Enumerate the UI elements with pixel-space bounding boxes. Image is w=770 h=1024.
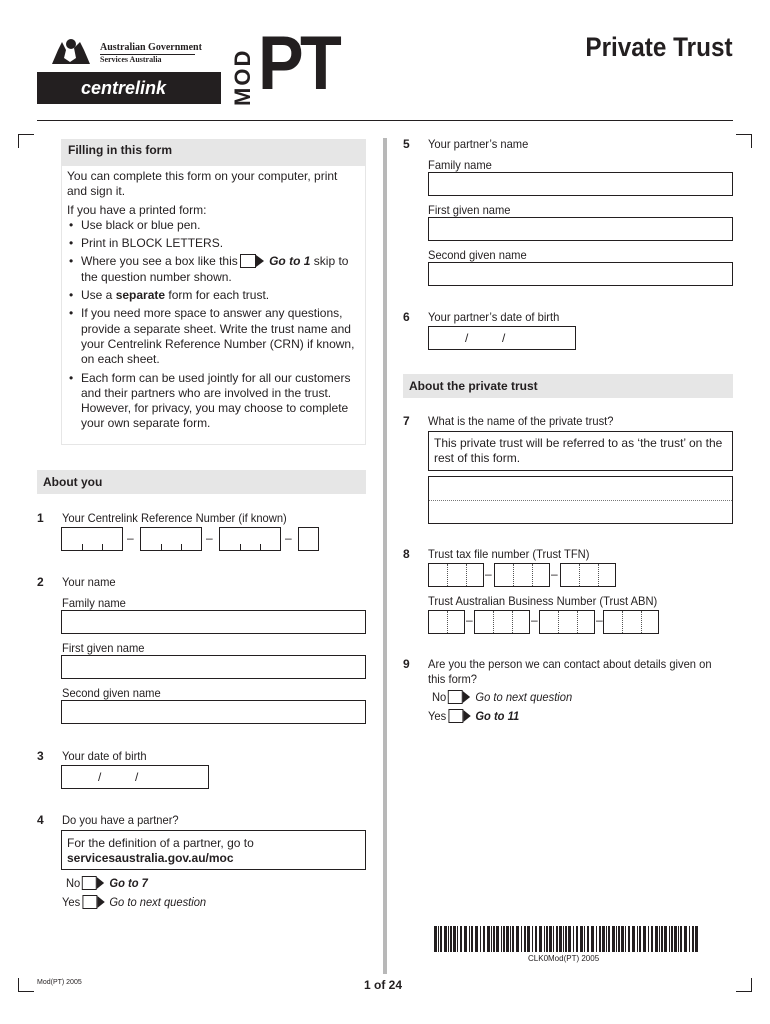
barcode-bar — [565, 926, 567, 952]
question-number: 7 — [403, 414, 410, 428]
crop-mark-tr — [736, 134, 752, 148]
tfn-dash: – — [551, 567, 558, 581]
barcode-bar — [599, 926, 601, 952]
q4-yes-option[interactable] — [62, 895, 206, 909]
filling-body — [61, 165, 366, 445]
date-separator: / — [465, 331, 469, 345]
abn-dash: – — [531, 613, 538, 627]
abn-dash: – — [466, 613, 473, 627]
crop-mark-br — [736, 978, 752, 992]
filling-p1: You can complete this form on your computer, print and sign it. — [67, 169, 338, 199]
filling-list — [67, 218, 360, 432]
barcode-bar — [563, 926, 564, 952]
barcode-bar — [453, 926, 456, 952]
goto-text: Go to 1 — [269, 254, 311, 269]
barcode-bar — [596, 926, 597, 952]
partner-info-link[interactable]: servicesaustralia.gov.au/moc — [67, 851, 234, 865]
first-name-label: First given name — [62, 641, 145, 655]
q4-no-option[interactable] — [66, 876, 148, 890]
mod-label — [228, 32, 256, 108]
barcode-bar — [637, 926, 638, 952]
barcode-bar — [496, 926, 499, 952]
barcode-bar — [576, 926, 578, 952]
page-number: 1 of 24 — [364, 978, 403, 992]
barcode-bar — [532, 926, 533, 952]
crn-field-3[interactable] — [219, 527, 281, 551]
partner-info-text: For the definition of a partner, go to — [67, 836, 254, 850]
partner-family-input[interactable] — [428, 172, 733, 196]
abn-field-3[interactable] — [539, 610, 595, 634]
barcode-bar — [440, 926, 442, 952]
trust-info-box: This private trust will be referred to as ‘the trust’ on the rest of this form. — [428, 431, 733, 471]
agency-name: Services Australia — [100, 55, 162, 64]
abn-dash: – — [596, 613, 603, 627]
partner-second-input[interactable] — [428, 262, 733, 286]
barcode-bar — [434, 926, 437, 952]
filling-instructions — [61, 139, 366, 445]
list-item: • If you need more space to answer any questions, provide a separate sheet. Write the trust name and your Centrelink Reference Number (CRN) if known, on each sheet. — [67, 306, 360, 367]
barcode-bar — [684, 926, 687, 952]
q6-label: Your partner’s date of birth — [428, 310, 560, 324]
first-name-input[interactable] — [61, 655, 366, 679]
barcode-bar — [584, 926, 585, 952]
date-separator: / — [502, 331, 506, 345]
barcode-bar — [612, 926, 615, 952]
no-label: No — [66, 876, 81, 890]
question-number: 8 — [403, 547, 410, 561]
barcode-bar — [674, 926, 677, 952]
goto-text: Go to 7 — [109, 876, 148, 890]
list-item-text: Use a — [81, 288, 113, 303]
section-about-trust: About the private trust — [403, 374, 733, 398]
checkbox-arrow-icon[interactable] — [448, 690, 470, 704]
question-number: 2 — [37, 575, 44, 589]
q5-label: Your partner’s name — [428, 137, 529, 151]
barcode-bar — [556, 926, 558, 952]
crn-field-1[interactable] — [61, 527, 123, 551]
checkbox-arrow-icon[interactable] — [448, 709, 470, 723]
abn-field-1[interactable] — [428, 610, 465, 634]
question-number: 5 — [403, 137, 410, 151]
abn-field-2[interactable] — [474, 610, 530, 634]
no-label: No — [432, 690, 447, 704]
partner-first-label: First given name — [428, 203, 511, 217]
family-name-label: Family name — [62, 596, 126, 610]
question-number: 6 — [403, 310, 410, 324]
barcode-bar — [573, 926, 574, 952]
tfn-field-2[interactable] — [494, 563, 550, 587]
partner-family-label: Family name — [428, 158, 492, 172]
barcode-bar — [568, 926, 571, 952]
barcode-bar — [678, 926, 679, 952]
barcode-bar — [655, 926, 658, 952]
barcode-bar — [487, 926, 490, 952]
q1-label: Your Centrelink Reference Number (if known) — [62, 511, 287, 525]
svg-text:MOD: MOD — [230, 48, 255, 106]
trust-name-input[interactable] — [428, 476, 733, 524]
barcode-bar — [664, 926, 667, 952]
list-item: • Use black or blue pen. — [67, 218, 360, 233]
crn-dash: – — [206, 531, 213, 545]
form-code: PT — [258, 21, 339, 106]
abn-field-4[interactable] — [603, 610, 659, 634]
barcode-bar — [591, 926, 594, 952]
barcode-bar — [549, 926, 552, 952]
barcode-bar — [553, 926, 554, 952]
coat-of-arms-icon — [48, 36, 94, 68]
barcode-bar — [608, 926, 610, 952]
family-name-input[interactable] — [61, 610, 366, 634]
crop-mark-bl — [18, 978, 34, 992]
barcode-bar — [689, 926, 690, 952]
barcode-bar — [491, 926, 492, 952]
date-separator: / — [135, 770, 139, 784]
barcode-bar — [480, 926, 481, 952]
barcode-bar — [606, 926, 607, 952]
barcode-bar — [506, 926, 509, 952]
page-title: Private Trust — [585, 32, 733, 62]
partner-second-label: Second given name — [428, 248, 527, 262]
question-number: 3 — [37, 749, 44, 763]
barcode-bar — [671, 926, 673, 952]
gov-name: Australian Government — [100, 42, 202, 53]
barcode-bar — [512, 926, 514, 952]
barcode-bar — [621, 926, 624, 952]
tfn-dash: – — [485, 567, 492, 581]
barcode-bar — [587, 926, 589, 952]
q3-label: Your date of birth — [62, 749, 147, 763]
barcode-bar — [535, 926, 537, 952]
question-number: 9 — [403, 657, 410, 671]
barcode-bar — [618, 926, 620, 952]
barcode — [434, 926, 702, 952]
partner-dob-input[interactable] — [428, 326, 576, 350]
trust-name-line — [429, 500, 732, 501]
barcode-bar — [457, 926, 458, 952]
skip-box-icon — [240, 254, 264, 268]
barcode-bar — [659, 926, 660, 952]
date-separator: / — [98, 770, 102, 784]
second-name-label: Second given name — [62, 686, 161, 700]
column-divider — [383, 138, 387, 974]
barcode-bar — [632, 926, 635, 952]
tfn-field-1[interactable] — [428, 563, 484, 587]
crn-field-4[interactable] — [298, 527, 319, 551]
barcode-bar — [501, 926, 502, 952]
barcode-bar — [444, 926, 447, 952]
goto-text: Go to next question — [109, 895, 207, 909]
filling-p2: If you have a printed form: — [67, 202, 207, 217]
barcode-bar — [539, 926, 542, 952]
emphasis-text: separate — [115, 288, 166, 303]
barcode-bar — [493, 926, 495, 952]
q4-label: Do you have a partner? — [62, 813, 179, 827]
barcode-bar — [469, 926, 470, 952]
barcode-bar — [580, 926, 583, 952]
tfn-field-3[interactable] — [560, 563, 616, 587]
checkbox-arrow-icon[interactable] — [82, 895, 104, 909]
barcode-bar — [648, 926, 649, 952]
question-number: 1 — [37, 511, 44, 525]
barcode-bar — [544, 926, 545, 952]
goto-text: Go to next question — [475, 690, 573, 704]
barcode-bar — [475, 926, 478, 952]
list-item: • Print in BLOCK LETTERS. — [67, 236, 360, 251]
question-number: 4 — [37, 813, 44, 827]
q2-label: Your name — [62, 575, 116, 589]
barcode-bar — [471, 926, 473, 952]
barcode-bar — [464, 926, 467, 952]
second-name-input[interactable] — [61, 700, 366, 724]
barcode-bar — [438, 926, 439, 952]
q9-label: Are you the person we can contact about details given on this form? — [428, 657, 712, 686]
section-about-you: About you — [37, 470, 366, 494]
barcode-bar — [503, 926, 505, 952]
partner-first-input[interactable] — [428, 217, 733, 241]
list-item-text: skip to the question number shown. — [81, 254, 349, 284]
barcode-bar — [546, 926, 548, 952]
barcode-bar — [639, 926, 641, 952]
yes-label: Yes — [428, 709, 447, 723]
barcode-bar — [527, 926, 530, 952]
barcode-bar — [616, 926, 617, 952]
barcode-bar — [669, 926, 670, 952]
barcode-bar — [602, 926, 605, 952]
crop-mark-tl — [18, 134, 34, 148]
barcode-bar — [448, 926, 449, 952]
q7-label: What is the name of the private trust? — [428, 414, 614, 428]
list-item — [67, 288, 360, 303]
partner-info-box — [61, 830, 366, 870]
centrelink-logo: centrelink — [37, 72, 221, 104]
dob-input[interactable] — [61, 765, 209, 789]
footer-form-code: Mod(PT) 2005 — [37, 979, 82, 986]
crn-field-2[interactable] — [140, 527, 202, 551]
yes-label: Yes — [62, 895, 81, 909]
q8b-label: Trust Australian Business Number (Trust ABN) — [428, 594, 658, 608]
list-item: • Each form can be used jointly for all our customers and their partners who are involved in the trust. However, for privacy, you may choose to complete your own separate form. — [67, 371, 360, 432]
barcode-bar — [651, 926, 653, 952]
crn-dash: – — [127, 531, 134, 545]
q9-no-option[interactable] — [432, 690, 572, 704]
checkbox-arrow-icon[interactable] — [82, 876, 104, 890]
filling-heading: Filling in this form — [68, 143, 172, 157]
barcode-bar — [460, 926, 462, 952]
barcode-bar — [695, 926, 698, 952]
barcode-bar — [521, 926, 522, 952]
barcode-bar — [450, 926, 452, 952]
header-rule — [37, 120, 733, 121]
barcode-bar — [625, 926, 626, 952]
barcode-bar — [559, 926, 562, 952]
barcode-bar — [680, 926, 682, 952]
q9-yes-option[interactable] — [428, 709, 519, 723]
q8-label: Trust tax file number (Trust TFN) — [428, 547, 590, 561]
barcode-bar — [643, 926, 646, 952]
barcode-bar — [524, 926, 526, 952]
list-item-text: form for each trust. — [168, 288, 270, 303]
barcode-bar — [510, 926, 511, 952]
list-item-text: Where you see a box like this — [81, 254, 238, 269]
barcode-bar — [628, 926, 630, 952]
barcode-bar — [661, 926, 663, 952]
barcode-text: CLK0Mod(PT) 2005 — [528, 954, 600, 963]
goto-text: Go to 11 — [475, 709, 520, 723]
list-item — [67, 254, 360, 285]
barcode-bar — [516, 926, 519, 952]
barcode-bar — [483, 926, 485, 952]
crn-dash: – — [285, 531, 292, 545]
barcode-bar — [692, 926, 694, 952]
